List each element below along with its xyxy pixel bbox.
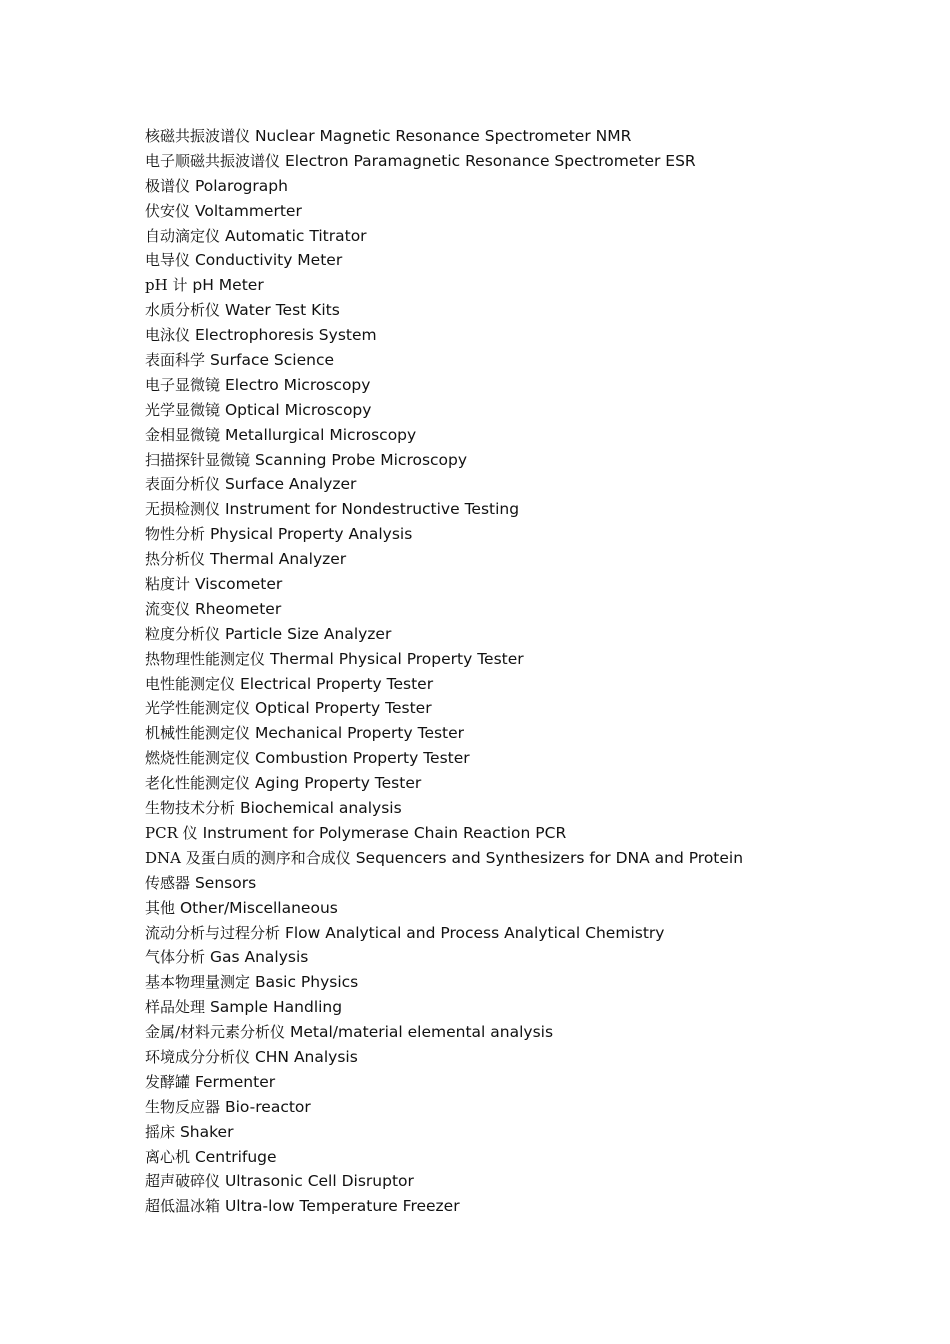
term-chinese: 伏安仪: [145, 201, 191, 220]
term-chinese: 样品处理: [145, 998, 206, 1017]
term-chinese: 电子显微镜: [145, 375, 221, 394]
term-english: Basic Physics: [254, 973, 359, 992]
term-english: Scanning Probe Microscopy: [254, 450, 468, 469]
term-chinese: 水质分析仪: [145, 301, 221, 320]
instrument-term-list: [145, 124, 905, 1219]
term-english: Voltammerter: [194, 201, 302, 220]
term-chinese: 无损检测仪: [145, 500, 221, 519]
term-row: [145, 896, 905, 921]
term-row: [145, 373, 905, 398]
term-english: Flow Analytical and Process Analytical Chemistry: [284, 923, 665, 942]
term-row: [145, 871, 905, 896]
term-row: [145, 647, 905, 672]
term-english: Sequencers and Synthesizers for DNA and Protein: [355, 848, 744, 867]
term-english: Thermal Analyzer: [209, 550, 347, 569]
term-row: [145, 522, 905, 547]
term-chinese: 扫描探针显微镜: [145, 450, 251, 469]
term-english: Optical Microscopy: [224, 400, 372, 419]
term-row: [145, 1020, 905, 1045]
term-chinese: 传感器: [145, 873, 191, 892]
term-english: Thermal Physical Property Tester: [269, 649, 524, 668]
term-row: [145, 796, 905, 821]
term-chinese: 老化性能测定仪: [145, 774, 251, 793]
term-row: [145, 746, 905, 771]
term-chinese: 电性能测定仪: [145, 674, 236, 693]
term-row: [145, 1169, 905, 1194]
term-chinese: PCR 仪: [145, 823, 198, 842]
term-chinese: 金属/材料元素分析仪: [145, 1023, 286, 1042]
term-english: Ultrasonic Cell Disruptor: [224, 1172, 414, 1191]
term-english: Optical Property Tester: [254, 699, 432, 718]
term-chinese: 燃烧性能测定仪: [145, 749, 251, 768]
term-row: [145, 224, 905, 249]
term-chinese: 光学显微镜: [145, 400, 221, 419]
term-english: Centrifuge: [194, 1147, 277, 1166]
term-chinese: 粒度分析仪: [145, 624, 221, 643]
term-row: [145, 1145, 905, 1170]
term-chinese: 热分析仪: [145, 550, 206, 569]
term-row: [145, 846, 905, 871]
term-row: [145, 472, 905, 497]
term-row: [145, 348, 905, 373]
term-english: Other/Miscellaneous: [179, 898, 338, 917]
term-chinese: 摇床: [145, 1122, 176, 1141]
term-chinese: 流动分析与过程分析: [145, 923, 281, 942]
term-chinese: 生物技术分析: [145, 799, 236, 818]
term-row: [145, 448, 905, 473]
term-english: Automatic Titrator: [224, 226, 367, 245]
term-english: Polarograph: [194, 176, 288, 195]
term-row: [145, 622, 905, 647]
term-english: Sensors: [194, 873, 257, 892]
term-row: [145, 1045, 905, 1070]
term-row: [145, 1070, 905, 1095]
term-english: Bio-reactor: [224, 1097, 311, 1116]
term-chinese: 表面分析仪: [145, 475, 221, 494]
term-chinese: 发酵罐: [145, 1072, 191, 1091]
term-chinese: 极谱仪: [145, 176, 191, 195]
term-row: [145, 398, 905, 423]
term-row: [145, 771, 905, 796]
term-english: Electrical Property Tester: [239, 674, 434, 693]
term-row: [145, 547, 905, 572]
term-chinese: 热物理性能测定仪: [145, 649, 266, 668]
term-row: [145, 248, 905, 273]
term-chinese: 核磁共振波谱仪: [145, 127, 251, 145]
term-english: Combustion Property Tester: [254, 749, 470, 768]
term-chinese: 电泳仪: [145, 326, 191, 345]
term-chinese: 生物反应器: [145, 1097, 221, 1116]
term-row: [145, 597, 905, 622]
term-english: Electron Paramagnetic Resonance Spectrometer ESR: [284, 151, 696, 170]
term-english: Shaker: [179, 1122, 234, 1141]
term-chinese: 基本物理量测定: [145, 973, 251, 992]
term-row: [145, 821, 905, 846]
term-english: Surface Analyzer: [224, 475, 357, 494]
term-row: [145, 149, 905, 174]
term-english: Metal/material elemental analysis: [290, 1023, 554, 1042]
term-chinese: 超声破碎仪: [145, 1172, 221, 1191]
term-english: Particle Size Analyzer: [224, 624, 392, 643]
term-row: [145, 298, 905, 323]
term-english: Instrument for Nondestructive Testing: [224, 500, 520, 519]
term-row: [145, 124, 905, 149]
term-row: [145, 199, 905, 224]
term-chinese: 其他: [145, 898, 176, 917]
term-chinese: 电导仪: [145, 251, 191, 270]
term-english: Gas Analysis: [209, 948, 309, 967]
term-row: [145, 1120, 905, 1145]
term-english: Physical Property Analysis: [209, 525, 413, 544]
term-english: Rheometer: [194, 599, 282, 618]
term-row: [145, 572, 905, 597]
term-chinese: 机械性能测定仪: [145, 724, 251, 743]
term-chinese: 环境成分分析仪: [145, 1047, 251, 1066]
term-english: Metallurgical Microscopy: [224, 425, 417, 444]
term-chinese: pH 计: [145, 276, 188, 295]
term-row: [145, 497, 905, 522]
term-english: Water Test Kits: [224, 301, 340, 320]
term-row: [145, 945, 905, 970]
term-row: [145, 721, 905, 746]
term-english: Viscometer: [194, 575, 283, 594]
term-english: Instrument for Polymerase Chain Reaction PCR: [202, 823, 567, 842]
term-english: Biochemical analysis: [239, 799, 402, 818]
term-english: Electrophoresis System: [194, 326, 377, 345]
term-chinese: 流变仪: [145, 599, 191, 618]
term-chinese: 物性分析: [145, 525, 206, 544]
term-chinese: 光学性能测定仪: [145, 699, 251, 718]
term-english: Ultra-low Temperature Freezer: [224, 1197, 460, 1216]
term-english: Surface Science: [209, 351, 335, 370]
term-row: [145, 672, 905, 697]
term-english: Electro Microscopy: [224, 375, 371, 394]
term-english: Conductivity Meter: [194, 251, 343, 270]
term-english: pH Meter: [192, 276, 264, 295]
term-chinese: 金相显微镜: [145, 425, 221, 444]
term-row: [145, 696, 905, 721]
term-row: [145, 1095, 905, 1120]
term-chinese: 自动滴定仪: [145, 226, 221, 245]
term-row: [145, 921, 905, 946]
term-row: [145, 323, 905, 348]
term-row: [145, 970, 905, 995]
term-chinese: DNA 及蛋白质的测序和合成仪: [145, 848, 351, 867]
term-row: [145, 273, 905, 298]
term-english: Mechanical Property Tester: [254, 724, 465, 743]
term-chinese: 粘度计: [145, 575, 191, 594]
term-chinese: 电子顺磁共振波谱仪: [145, 151, 281, 170]
term-row: [145, 423, 905, 448]
term-row: [145, 995, 905, 1020]
term-chinese: 离心机: [145, 1147, 191, 1166]
term-english: Nuclear Magnetic Resonance Spectrometer NMR: [254, 127, 632, 145]
term-english: Sample Handling: [209, 998, 343, 1017]
term-row: [145, 174, 905, 199]
term-english: Aging Property Tester: [254, 774, 422, 793]
term-chinese: 气体分析: [145, 948, 206, 967]
term-chinese: 超低温冰箱: [145, 1197, 221, 1216]
term-chinese: 表面科学: [145, 351, 206, 370]
term-english: Fermenter: [194, 1072, 276, 1091]
term-english: CHN Analysis: [254, 1047, 358, 1066]
term-row: [145, 1194, 905, 1219]
